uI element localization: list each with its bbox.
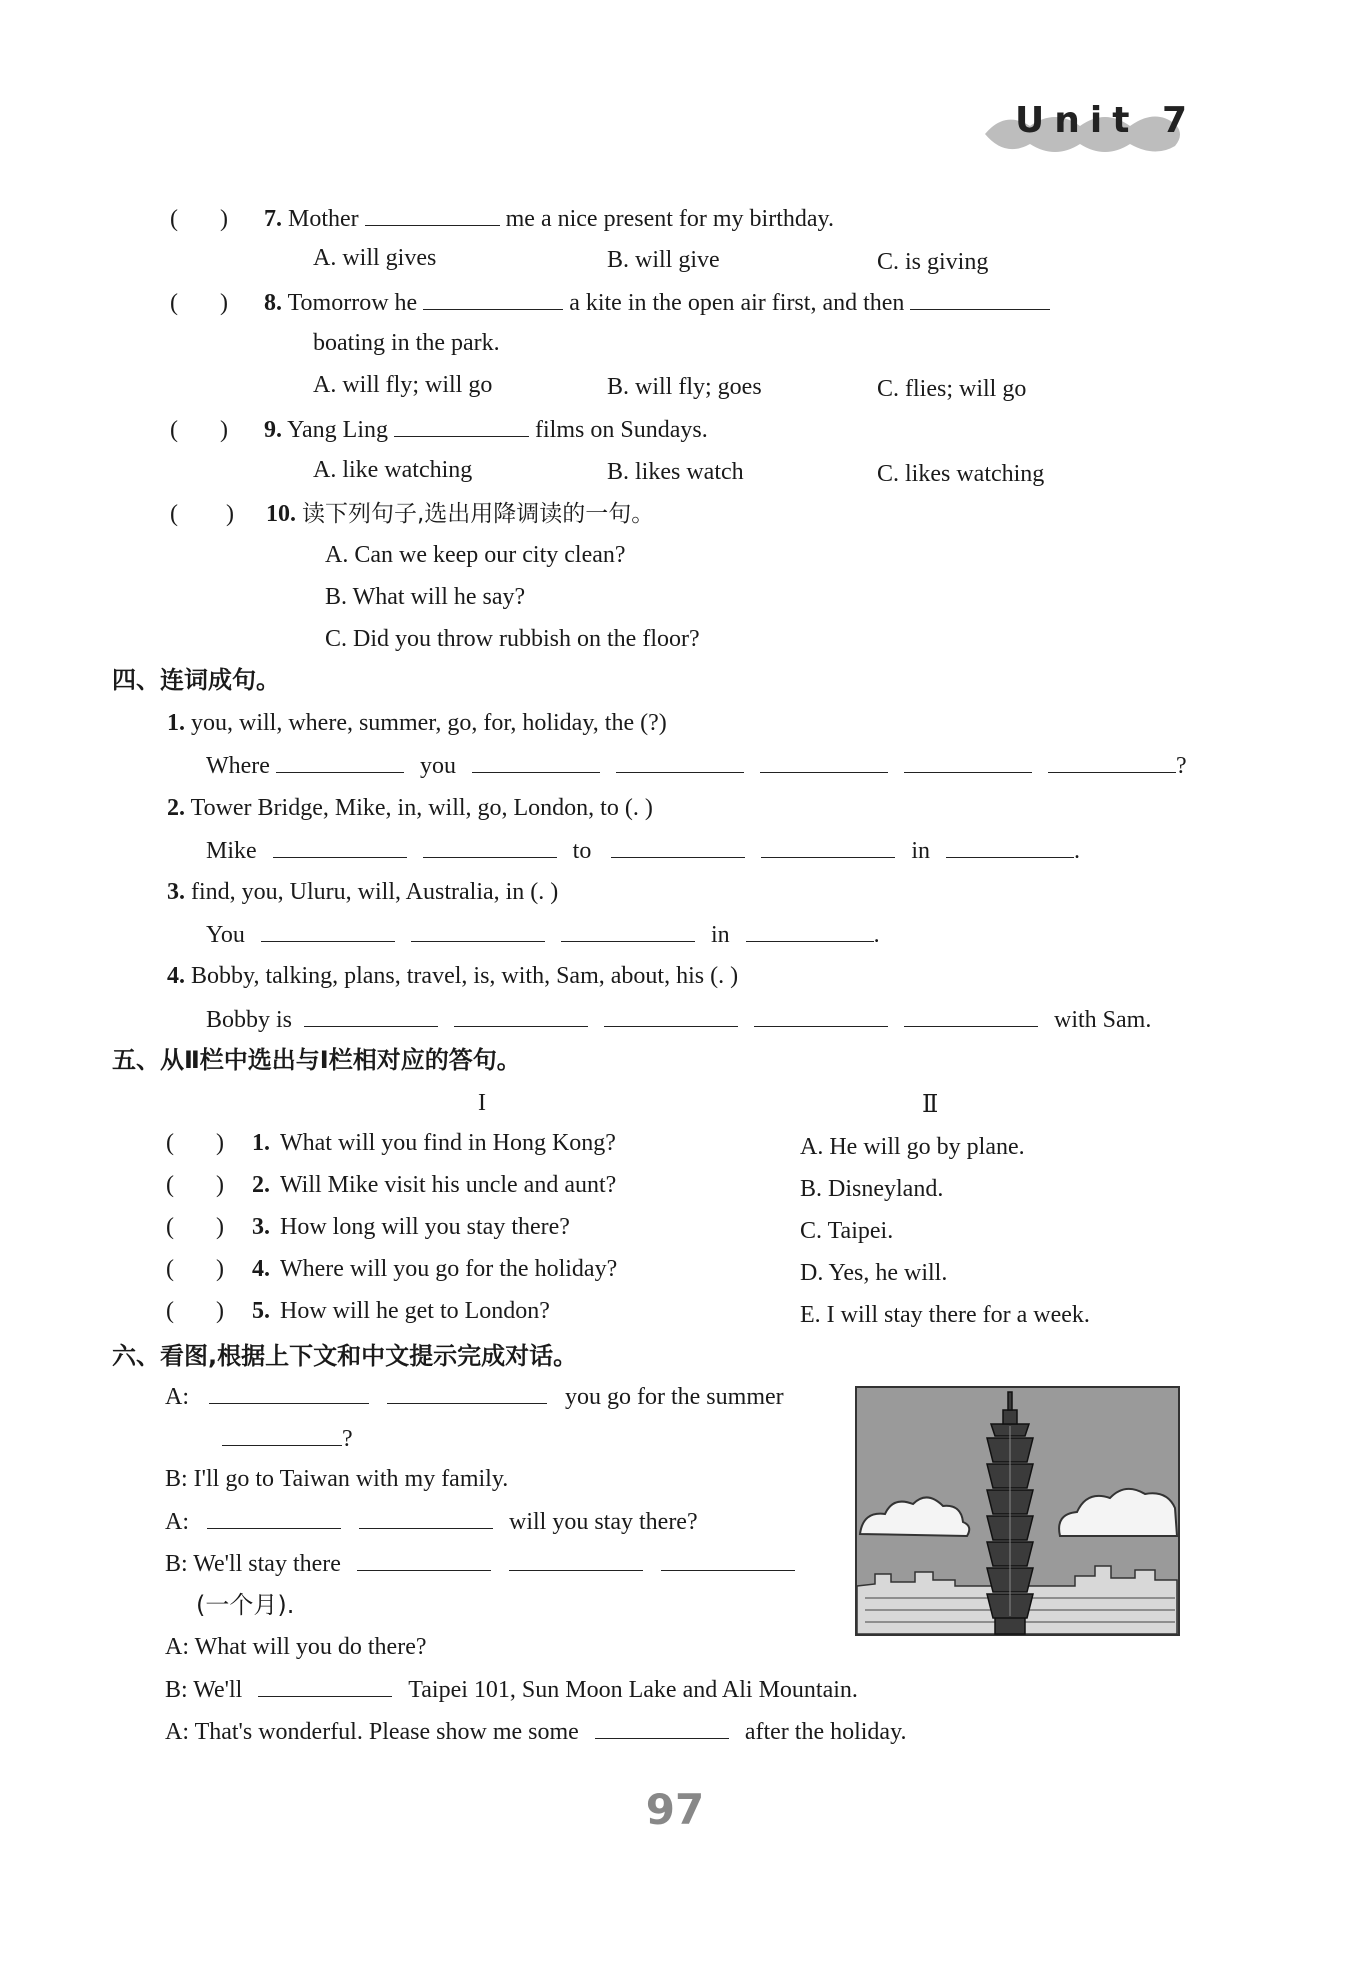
blank[interactable] [509, 1548, 643, 1571]
question-number: 8. [263, 290, 282, 316]
question-number: 10. [265, 501, 296, 527]
blank[interactable] [910, 287, 1050, 310]
question-8 [170, 287, 1050, 318]
option-a[interactable]: A. will gives [313, 245, 437, 271]
question-text: How long will you stay there? [279, 1214, 570, 1240]
answer-paren[interactable]: ( ) [170, 417, 228, 443]
item-number: 1. [167, 710, 185, 736]
section-6-heading: 六、看图,根据上下文和中文提示完成对话。 [112, 1342, 578, 1370]
word-list: find, you, Uluru, will, Australia, in (. ) [191, 879, 559, 905]
reorder-item-1 [167, 708, 667, 738]
item-number: 1. [251, 1130, 270, 1156]
answer-paren[interactable]: ( ) [166, 1130, 224, 1156]
question-text: a kite in the open air first, and then [569, 290, 905, 316]
dialogue-line-3: B: I'll go to Taiwan with my family. [165, 1466, 509, 1492]
dialogue-line-2 [222, 1423, 353, 1454]
question-text: boating in the park. [313, 330, 500, 356]
answer-word: you [419, 753, 456, 779]
question-text: Where will you go for the holiday? [279, 1256, 618, 1282]
dialogue-line-1 [165, 1381, 784, 1412]
reorder-answer-3 [206, 919, 880, 950]
reorder-answer-2 [206, 835, 1080, 866]
dialogue-line-6: (一个月). [196, 1591, 295, 1619]
answer-end: . [1074, 838, 1081, 864]
blank[interactable] [394, 414, 529, 437]
dialogue-text: will you stay there? [509, 1509, 698, 1535]
answer-paren[interactable]: ( ) [166, 1214, 224, 1240]
answer-paren[interactable]: ( ) [166, 1256, 224, 1282]
question-9 [170, 414, 708, 445]
question-text: Yang Ling [287, 417, 389, 443]
blank[interactable] [357, 1548, 491, 1571]
answer-start: You [206, 922, 245, 948]
blank[interactable] [411, 919, 545, 942]
item-number: 3. [251, 1214, 270, 1240]
answer-end: with Sam. [1054, 1007, 1152, 1033]
blank[interactable] [595, 1716, 729, 1739]
blank[interactable] [304, 1004, 438, 1027]
answer-paren[interactable]: ( ) [166, 1172, 224, 1198]
speaker-label: A: That's wonderful. Please show me some [165, 1719, 579, 1745]
question-number: 7. [263, 206, 282, 232]
answer-paren[interactable]: ( ) [170, 206, 228, 232]
blank[interactable] [258, 1674, 392, 1697]
match-answer-d: D. Yes, he will. [800, 1260, 948, 1286]
dialogue-text: Taipei 101, Sun Moon Lake and Ali Mountain. [408, 1677, 858, 1703]
question-text: 读下列句子,选出用降调读的一句。 [301, 501, 655, 527]
answer-word: to [572, 838, 592, 864]
answer-paren[interactable]: ( ) [170, 501, 234, 527]
dialogue-text: you go for the summer [565, 1384, 784, 1410]
option-c[interactable]: C. flies; will go [877, 376, 1027, 402]
blank[interactable] [761, 835, 895, 858]
reorder-answer-1 [206, 750, 1187, 781]
match-answer-a: A. He will go by plane. [800, 1134, 1025, 1160]
column-2-header: Ⅱ [922, 1092, 939, 1118]
blank[interactable] [365, 203, 500, 226]
question-text: films on Sundays. [535, 417, 708, 443]
dialogue-line-5 [165, 1548, 795, 1579]
question-text: Mother [287, 206, 359, 232]
match-question-2 [166, 1170, 616, 1200]
option-b[interactable]: B. will fly; goes [607, 374, 762, 400]
blank[interactable] [387, 1381, 547, 1404]
answer-word: in [710, 922, 730, 948]
blank[interactable] [207, 1506, 341, 1529]
match-answer-c: C. Taipei. [800, 1218, 894, 1244]
match-answer-e: E. I will stay there for a week. [800, 1302, 1090, 1328]
dialogue-text: after the holiday. [744, 1719, 907, 1745]
match-question-1 [166, 1128, 616, 1158]
blank[interactable] [423, 287, 563, 310]
blank[interactable] [904, 1004, 1038, 1027]
answer-end: . [873, 922, 880, 948]
speaker-label: A: [165, 1509, 189, 1535]
blank[interactable] [359, 1506, 493, 1529]
answer-end: ? [1175, 753, 1187, 779]
answer-start: Where [206, 753, 270, 779]
item-number: 4. [167, 963, 185, 989]
match-question-3 [166, 1212, 570, 1242]
blank[interactable] [760, 750, 888, 773]
question-10 [170, 499, 654, 529]
blank[interactable] [273, 835, 407, 858]
dialogue-line-9 [165, 1716, 907, 1747]
answer-start: Mike [206, 838, 257, 864]
speaker-label: B: We'll [165, 1677, 243, 1703]
blank[interactable] [276, 750, 404, 773]
column-1-header: I [478, 1090, 486, 1116]
answer-paren[interactable]: ( ) [166, 1298, 224, 1324]
blank[interactable] [754, 1004, 888, 1027]
option-b[interactable]: B. likes watch [607, 459, 744, 485]
blank[interactable] [423, 835, 557, 858]
blank[interactable] [604, 1004, 738, 1027]
question-text: How will he get to London? [279, 1298, 550, 1324]
question-7 [170, 203, 834, 234]
section-5-heading: 五、从Ⅱ栏中选出与Ⅰ栏相对应的答句。 [112, 1046, 521, 1074]
blank[interactable] [946, 835, 1074, 858]
blank[interactable] [1048, 750, 1176, 773]
item-number: 3. [167, 879, 185, 905]
speaker-label: B: We'll stay there [165, 1551, 341, 1577]
answer-paren[interactable]: ( ) [170, 290, 228, 316]
taipei-101-illustration [855, 1386, 1180, 1636]
answer-word: in [911, 838, 931, 864]
blank[interactable] [472, 750, 600, 773]
option-a[interactable]: A. Can we keep our city clean? [325, 542, 626, 568]
option-c[interactable]: C. likes watching [877, 461, 1045, 487]
reorder-answer-4 [206, 1004, 1151, 1035]
blank[interactable] [904, 750, 1032, 773]
blank[interactable] [616, 750, 744, 773]
match-answer-b: B. Disneyland. [800, 1176, 944, 1202]
match-question-5 [166, 1296, 550, 1326]
question-text: Will Mike visit his uncle and aunt? [279, 1172, 617, 1198]
blank[interactable] [454, 1004, 588, 1027]
option-a[interactable]: A. like watching [313, 457, 473, 483]
word-list: Bobby, talking, plans, travel, is, with, Sam, about, his (. ) [191, 963, 739, 989]
word-list: Tower Bridge, Mike, in, will, go, London, to (. ) [190, 795, 653, 821]
unit-title: Unit 7 [1015, 100, 1197, 141]
page-number: 97 [645, 1785, 705, 1834]
answer-start: Bobby is [206, 1007, 293, 1033]
reorder-item-4 [167, 961, 738, 991]
item-number: 4. [251, 1256, 270, 1282]
blank[interactable] [746, 919, 874, 942]
blank[interactable] [611, 835, 745, 858]
word-list: you, will, where, summer, go, for, holiday, the (?) [191, 710, 667, 736]
reorder-item-2 [167, 793, 653, 823]
option-c[interactable]: C. Did you throw rubbish on the floor? [325, 626, 700, 652]
option-c[interactable]: C. is giving [877, 249, 989, 275]
question-text: me a nice present for my birthday. [505, 206, 834, 232]
section-4-heading: 四、连词成句。 [112, 666, 280, 694]
question-number: 9. [263, 417, 282, 443]
dialogue-line-7: A: What will you do there? [165, 1634, 427, 1660]
option-a[interactable]: A. will fly; will go [313, 372, 493, 398]
blank[interactable] [661, 1548, 795, 1571]
item-number: 2. [251, 1172, 270, 1198]
blank[interactable] [261, 919, 395, 942]
question-text: Tomorrow he [287, 290, 418, 316]
item-number: 2. [167, 795, 185, 821]
item-number: 5. [251, 1298, 270, 1324]
option-b[interactable]: B. will give [607, 247, 720, 273]
blank[interactable] [561, 919, 695, 942]
reorder-item-3 [167, 877, 558, 907]
dialogue-line-8 [165, 1674, 858, 1705]
blank[interactable] [222, 1423, 342, 1446]
dialogue-text: ? [342, 1426, 353, 1452]
match-question-4 [166, 1254, 617, 1284]
option-b[interactable]: B. What will he say? [325, 584, 526, 610]
blank[interactable] [209, 1381, 369, 1404]
dialogue-line-4 [165, 1506, 698, 1537]
question-text: What will you find in Hong Kong? [279, 1130, 616, 1156]
speaker-label: A: [165, 1384, 189, 1410]
